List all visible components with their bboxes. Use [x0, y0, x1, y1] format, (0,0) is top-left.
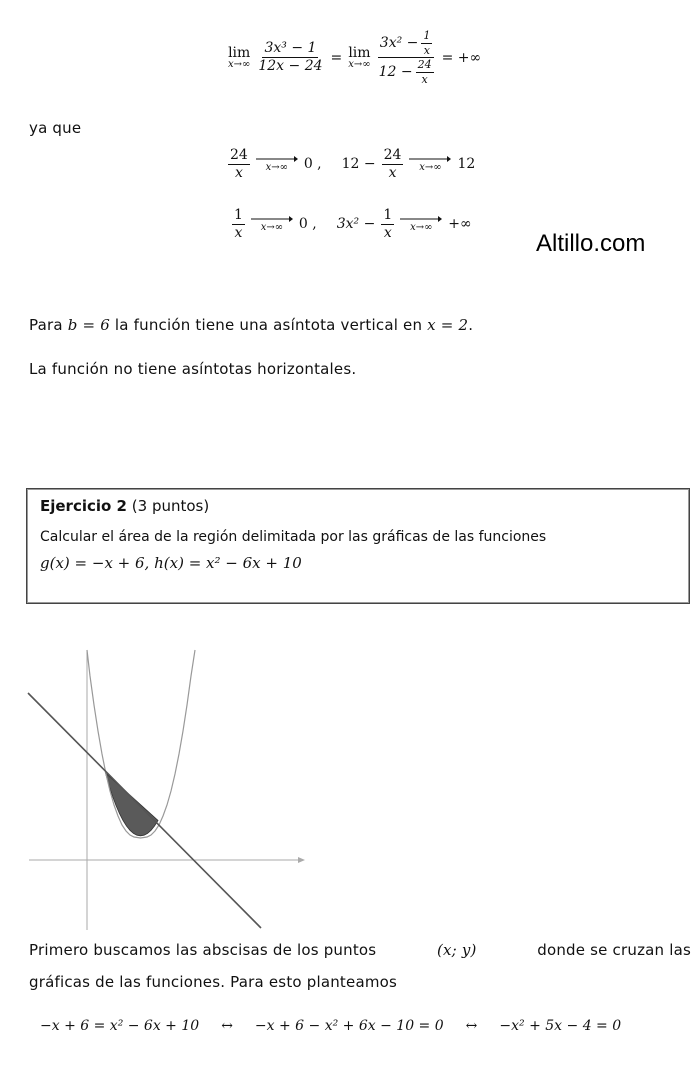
vertical-asymptote-text: Para b = 6 la función tiene una asíntota vertical en x = 2. [29, 316, 474, 334]
fraction-2: 3x² − $\frac{1}{x}$ 12 − $\frac{24}{x}$ [377, 30, 436, 85]
solution-line-2: gráficas de las funciones. Para esto planteamos [29, 973, 398, 991]
limit-equation: lim x→∞ $\frac{\text{3x³ − 1}}{12x - 24}$ = lim x→∞ 3x² − $\frac{1}{x}$ 12 − $\frac{24}{x}$ = +∞ [228, 29, 482, 86]
exercise-box [26, 488, 690, 604]
limits-row-1: $\frac{24}{x}$ x→∞ 0 , 12 − $\frac{24}{x}$ x→∞ 12 [230, 147, 476, 181]
limit-arrow: x→∞ [251, 215, 293, 233]
limits-row-2: $\frac{1}{x}$ x→∞ 0 , 3x² − $\frac{1}{x}$ x→∞ +∞ [234, 207, 472, 241]
graph-figure [24, 645, 314, 935]
line-g [28, 693, 261, 928]
limit-arrow: x→∞ [400, 215, 442, 233]
limit-arrow: x→∞ [256, 155, 298, 173]
limit-arrow: x→∞ [409, 155, 451, 173]
limit-operator: lim x→∞ [228, 44, 251, 70]
exercise-title: Ejercicio 2 (3 puntos) [40, 497, 210, 515]
no-horizontal-asymptote-text: La función no tiene asíntotas horizontales. [29, 360, 357, 378]
x-axis-arrowhead [298, 857, 305, 863]
exercise-functions: g(x) = −x + 6, h(x) = x² − 6x + 10 [40, 554, 302, 572]
solution-line-1: Primero buscamos las abscisas de los puntos (x; y) donde se cruzan las [29, 941, 691, 959]
ya-que-text: ya que [29, 119, 82, 137]
exercise-statement: Calcular el área de la región delimitada por las gráficas de las funciones [40, 529, 547, 545]
solution-equation: −x + 6 = x² − 6x + 10 ↔ −x + 6 − x² + 6x − 10 = 0 ↔ −x² + 5x − 4 = 0 [40, 1018, 622, 1034]
limit-operator-2: lim x→∞ [348, 44, 371, 70]
fraction-1: $\frac{\text{3x³ − 1}}{12x - 24}$ [258, 40, 323, 75]
watermark: Altillo.com [536, 230, 646, 257]
